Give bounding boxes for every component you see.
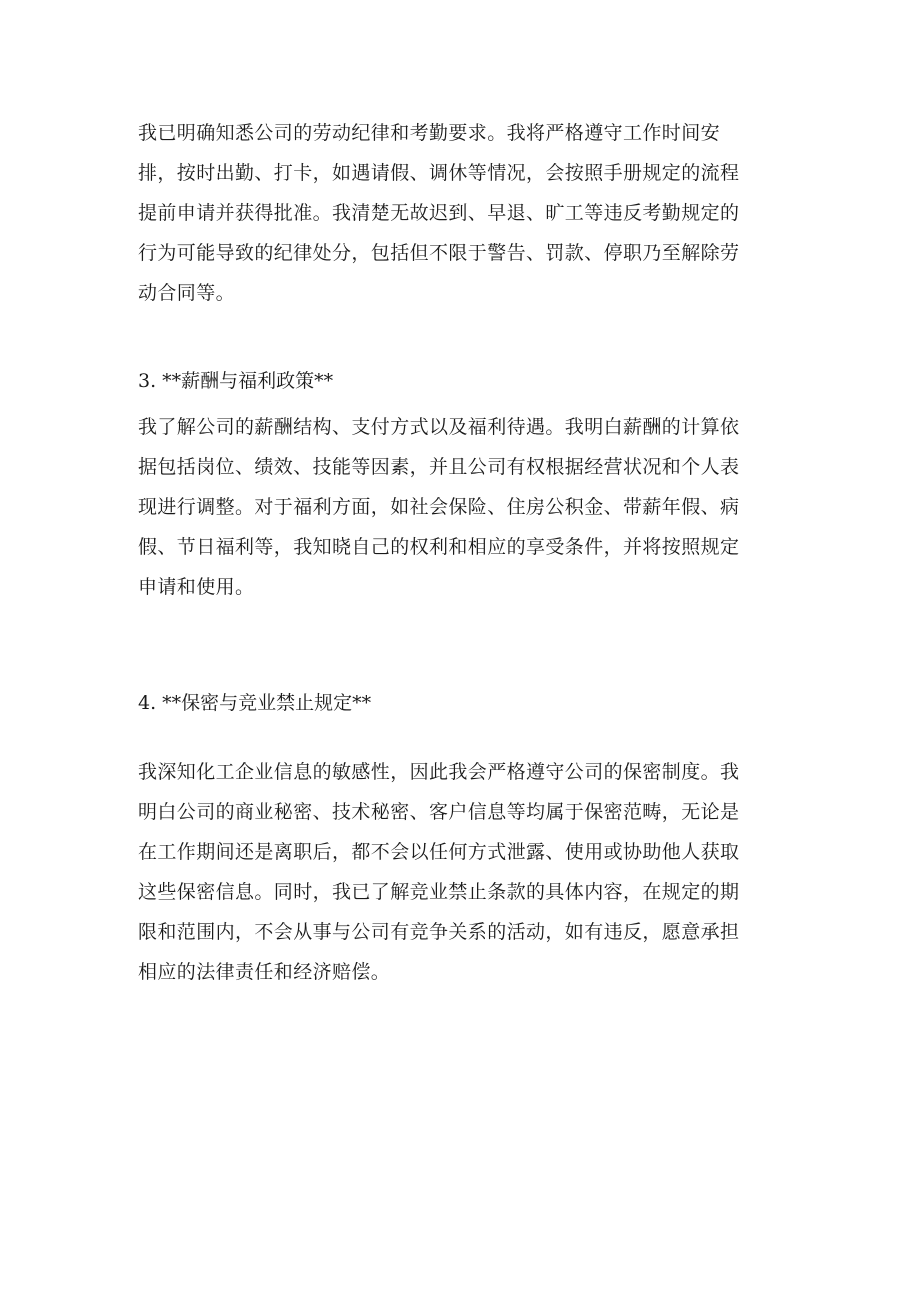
text-line: 这些保密信息。同时，我已了解竞业禁止条款的具体内容，在规定的期 <box>138 881 740 903</box>
paragraph-attendance <box>138 113 778 313</box>
text-line: 排，按时出勤、打卡，如遇请假、调休等情况，会按照手册规定的流程 <box>138 162 740 184</box>
section-heading-salary: 3. **薪酬与福利政策** <box>138 370 334 392</box>
text-line: 申请和使用。 <box>138 576 255 598</box>
text-line: 据包括岗位、绩效、技能等因素，并且公司有权根据经营状况和个人表 <box>138 456 740 478</box>
paragraph-confidentiality <box>138 752 778 992</box>
text-line: 现进行调整。对于福利方面，如社会保险、住房公积金、带薪年假、病 <box>138 496 740 518</box>
text-line: 假、节日福利等，我知晓自己的权利和相应的享受条件，并将按照规定 <box>138 536 740 558</box>
paragraph-salary <box>138 407 778 607</box>
text-line: 行为可能导致的纪律处分，包括但不限于警告、罚款、停职乃至解除劳 <box>138 242 740 264</box>
text-line: 限和范围内，不会从事与公司有竞争关系的活动，如有违反，愿意承担 <box>138 921 740 943</box>
section-heading-confidentiality: 4. **保密与竞业禁止规定** <box>138 692 372 714</box>
text-line: 我已明确知悉公司的劳动纪律和考勤要求。我将严格遵守工作时间安 <box>138 122 721 144</box>
text-line: 在工作期间还是离职后，都不会以任何方式泄露、使用或协助他人获取 <box>138 841 740 863</box>
text-line: 明白公司的商业秘密、技术秘密、客户信息等均属于保密范畴，无论是 <box>138 801 740 823</box>
text-line: 我深知化工企业信息的敏感性，因此我会严格遵守公司的保密制度。我 <box>138 761 740 783</box>
text-line: 动合同等。 <box>138 282 236 304</box>
text-line: 提前申请并获得批准。我清楚无故迟到、早退、旷工等违反考勤规定的 <box>138 202 740 224</box>
text-line: 我了解公司的薪酬结构、支付方式以及福利待遇。我明白薪酬的计算依 <box>138 416 740 438</box>
text-line: 相应的法律责任和经济赔偿。 <box>138 961 391 983</box>
